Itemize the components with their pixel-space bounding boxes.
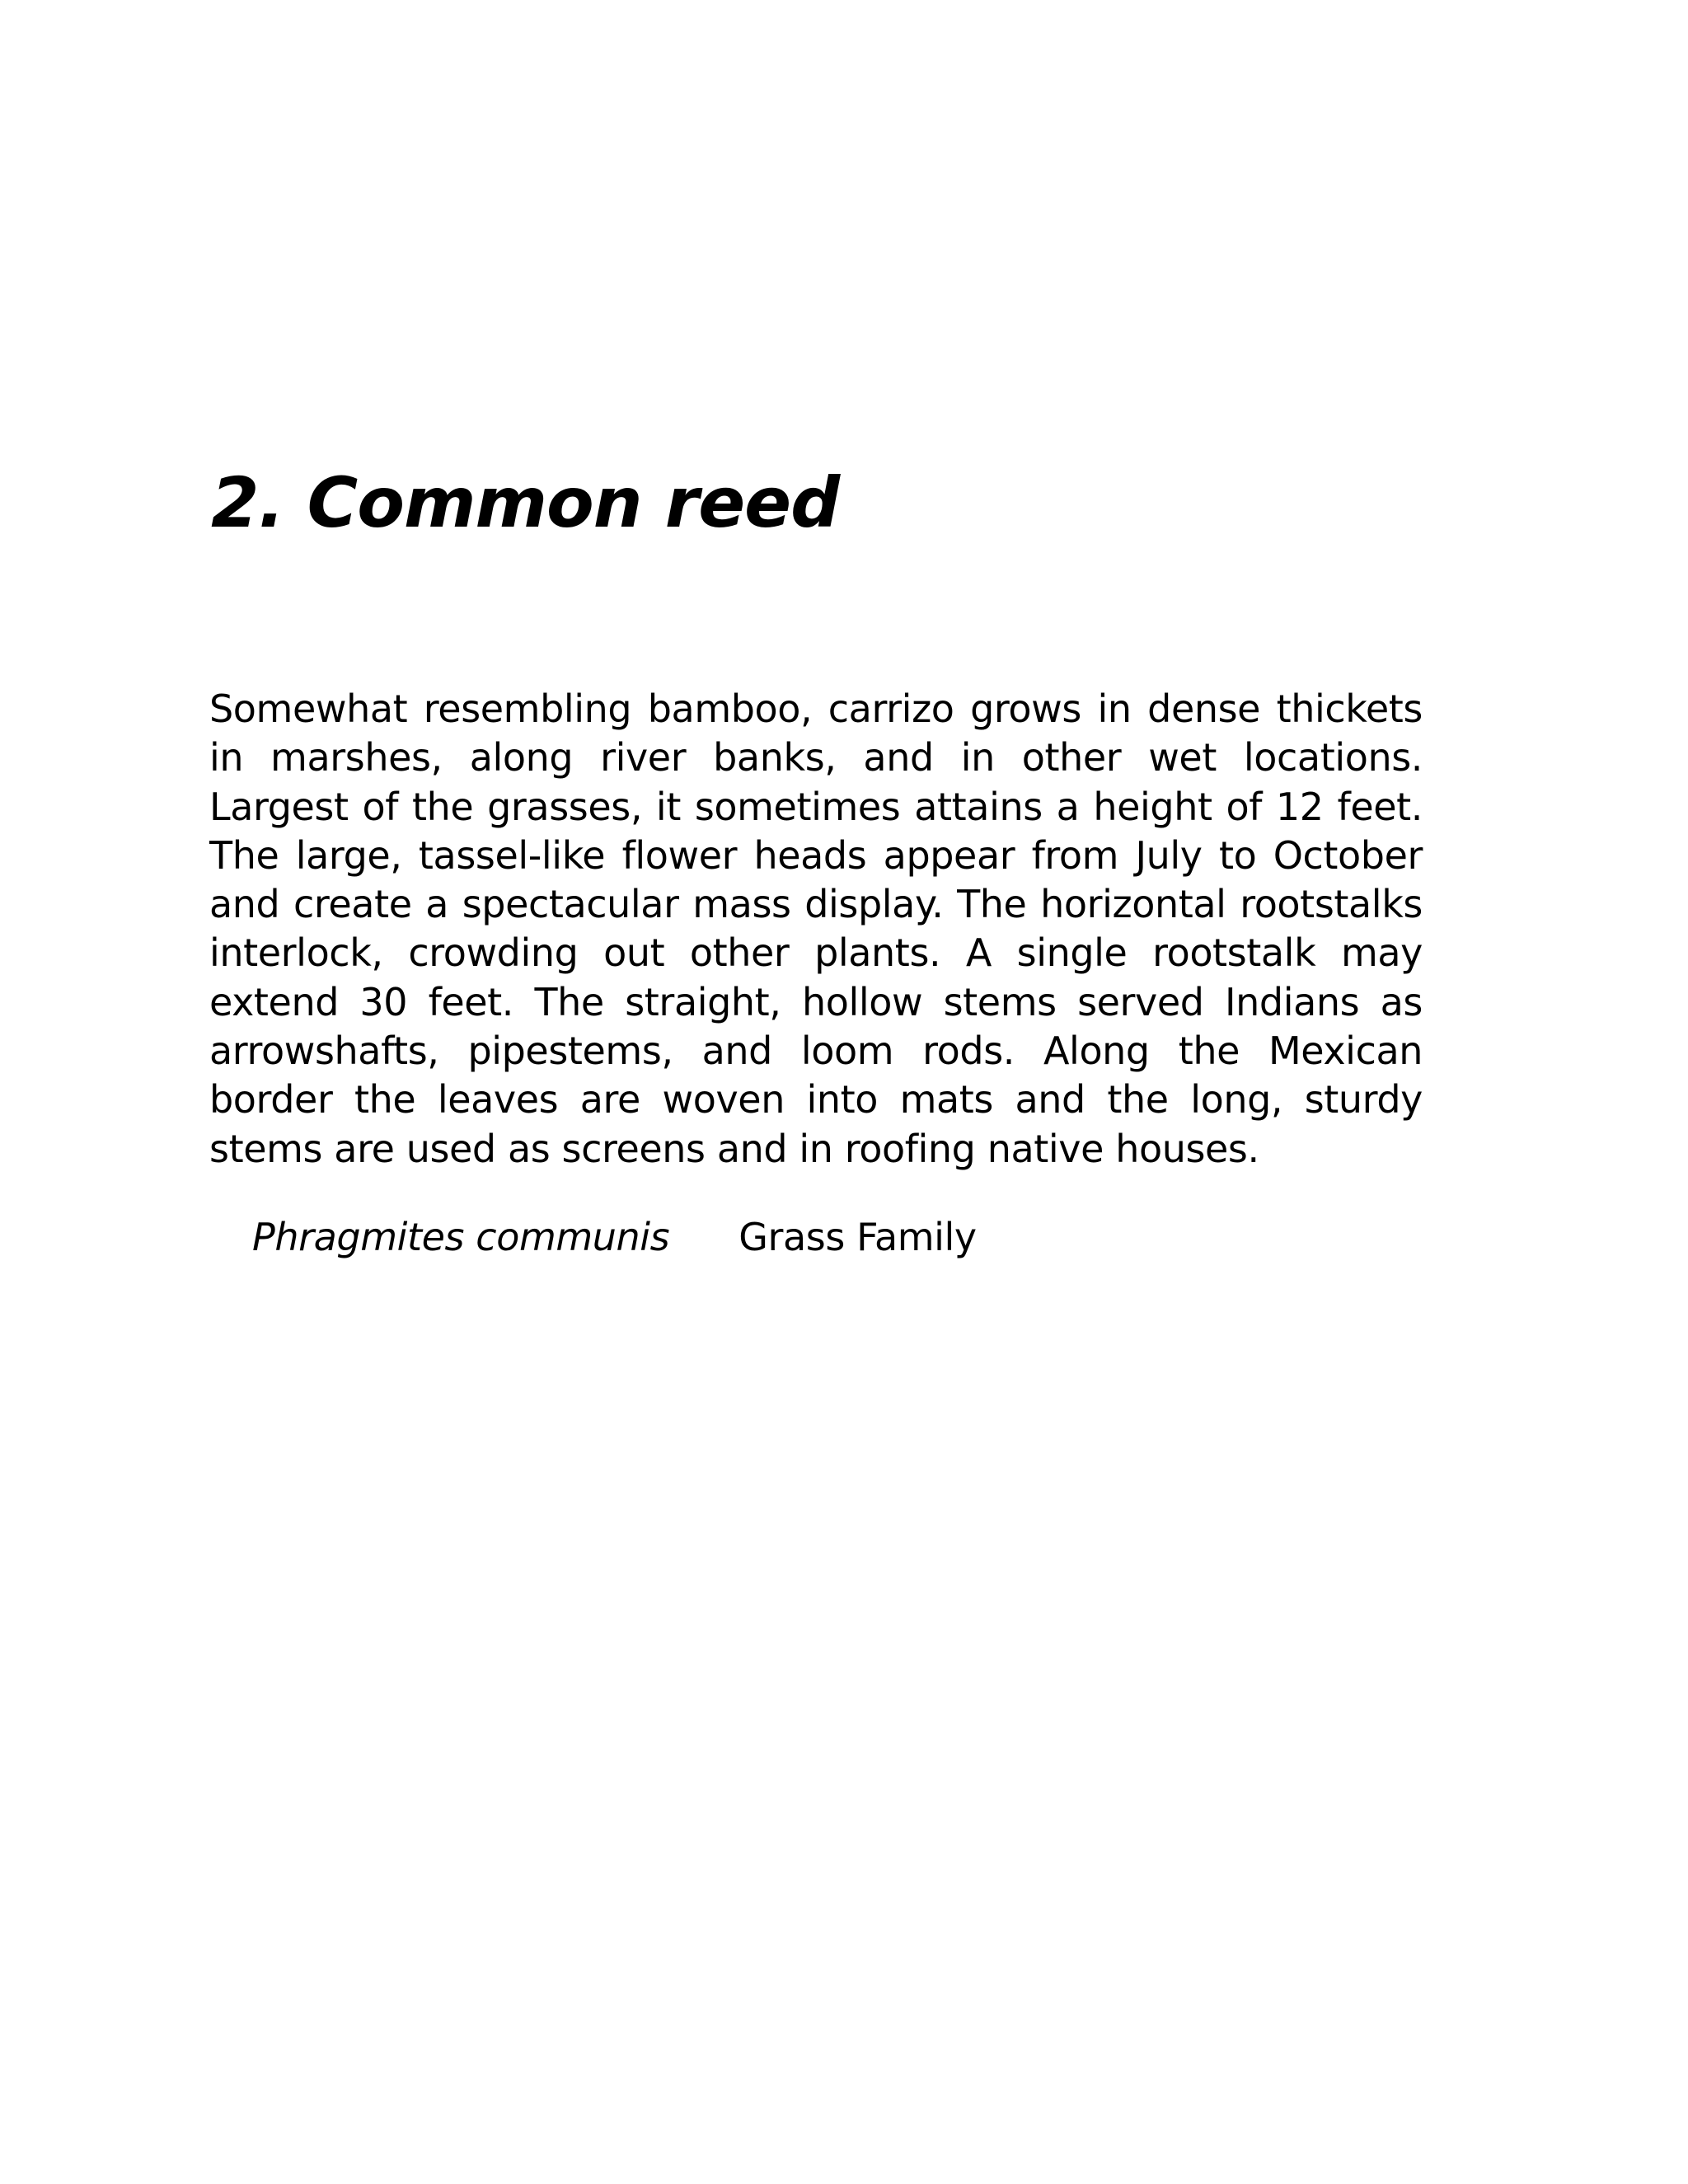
entry-title: 2. Common reed (211, 462, 840, 543)
entry-description: Somewhat resembling bamboo, carrizo grows in dense thickets in marshes, along river banks, and in other wet locations. Largest of the grasses, it sometimes attains a height of 12 feet. The large, tassel-like flower heads appear from July to October and create a spectacular mass display. The horizontal rootstalks interlock, crowding out other plants. A single rootstalk may extend 30 feet. The straight, hollow stems served Indians as arrowshafts, pipestems, and loom rods. Along the Mexican border the leaves are woven into mats and the long, sturdy stems are used as screens and in roofing native houses. (209, 687, 1423, 1171)
plant-family: Grass Family (738, 1215, 977, 1259)
species-line (252, 1212, 977, 1262)
scientific-name: Phragmites communis (252, 1215, 670, 1259)
